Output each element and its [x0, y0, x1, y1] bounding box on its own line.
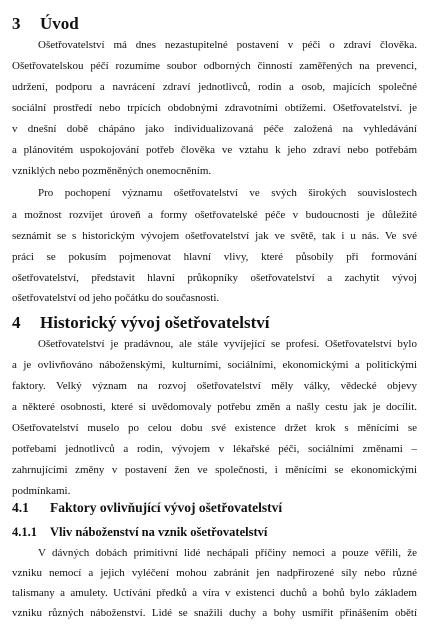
section-number: 4.1.1 — [12, 525, 37, 539]
text-line: a možnost rozvíjet úroveň a formy ošetřovatelské péče v budoucnosti je důležité — [12, 209, 417, 221]
section-title: Úvod — [40, 14, 79, 33]
text-line: talismany a amulety. Uctívání předků a víra v existenci duchů a bohů bylo základem — [12, 587, 417, 599]
text-line: seznámit se s historickým vývojem ošetřovatelství jak ve světě, tak i u nás. Ve své — [12, 230, 417, 242]
section-title: Historický vývoj ošetřovatelství — [40, 313, 270, 332]
text-line: vzniklých nebo pozměněných onemocněním. — [12, 165, 212, 177]
section-title: Vliv náboženství na vznik ošetřovatelství — [50, 525, 268, 539]
text-line: vzniku nemocí a jejich vyléčení mohou zabránit jen nadpřirozené síly nebo různé — [12, 567, 417, 579]
text-line: Ošetřovatelství má dnes nezastupitelné postavení v péči o zdraví člověka. — [38, 39, 417, 51]
text-line: Ošetřovatelství muselo po celou dobu své existence držet krok s měnícími se — [12, 422, 417, 434]
text-line: zahrnujícími změny v postavení žen ve společnosti, i měnícími se ekonomickými — [12, 464, 417, 476]
text-line: V dávných dobách primitivní lidé nechápali příčiny nemoci a pouze věřili, že — [38, 547, 417, 559]
text-line: podmínkami. — [12, 485, 71, 497]
text-line: a plánovitém uspokojování potřeb člověka ve vztahu k jeho zdraví nebo potřebám — [12, 144, 417, 156]
section-heading-4-1 — [12, 500, 282, 516]
text-line: faktory. Velký význam na rozvoj ošetřovatelství měly války, vědecké objevy — [12, 380, 417, 392]
section-heading-3 — [12, 14, 79, 34]
section-heading-4 — [12, 313, 269, 333]
text-line: Ošetřovatelskou péčí rozumíme soubor odborných činností zaměřených na prevenci, — [12, 60, 417, 72]
text-line: vzniku různých náboženství. Lidé se snažili duchy a bohy usmířit přinášením obětí — [12, 607, 417, 619]
section-number: 4.1 — [12, 500, 29, 515]
text-line: potřebami jednotlivců a rodin, vývojem v lékařské péči, sociálními změnami – — [12, 443, 417, 455]
text-line: Pro pochopení významu ošetřovatelství ve svých širokých souvislostech — [38, 187, 417, 199]
section-title: Faktory ovlivňující vývoj ošetřovatelství — [50, 500, 283, 515]
text-line: sociální prostředí nebo trpících obdobnými zdravotními obtížemi. Ošetřovatelství. je — [12, 102, 417, 114]
text-line: ošetřovatelství, představit hlavní průkopníky ošetřovatelství a zachytit vývoj — [12, 272, 417, 284]
text-line: udržení, podporu a navrácení zdraví jednotlivců, rodin a osob, majících společné — [12, 81, 417, 93]
text-line: práci se pokusím pojmenovat hlavní vlivy, které působily při formování — [12, 251, 417, 263]
text-line: v dnešní době chápáno jako individualizovaná péče založená na vyhledávání — [12, 123, 417, 135]
section-number: 4 — [12, 313, 21, 332]
section-heading-4-1-1 — [12, 524, 267, 540]
text-line: a některé osobnosti, které si uvědomovaly potřebu změn a našly cestu jak je docílit. — [12, 401, 417, 413]
text-line: Ošetřovatelství je pradávnou, ale stále vyvíjející se profesí. Ošetřovatelství bylo — [38, 338, 417, 350]
text-line: ošetřovatelství od jeho počátku do současnosti. — [12, 292, 220, 304]
text-line: a je ovlivňováno náboženskými, kulturními, sociálními, ekonomickými a politickými — [12, 359, 417, 371]
section-number: 3 — [12, 14, 21, 33]
